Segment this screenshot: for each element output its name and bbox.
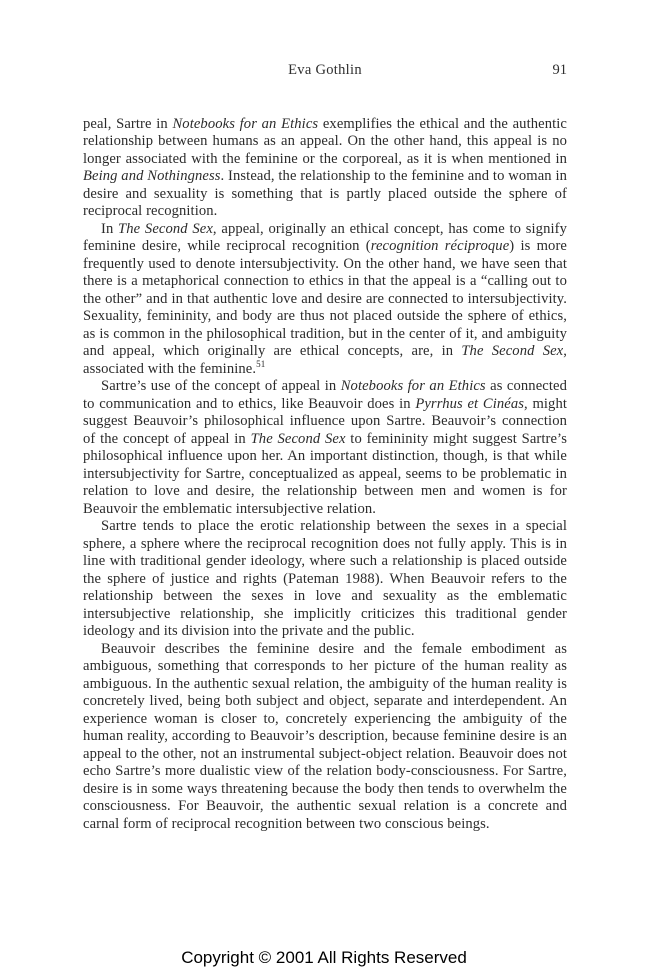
- text-run: exemplifies the ethical and the authentic relationship between humans as an appeal. On the other hand, this appeal is no longer associated with the feminine or the corporeal, as it is when mentioned in: [83, 115, 567, 167]
- running-title: Eva Gothlin: [288, 62, 362, 78]
- text-run: , might suggest Beauvoir’s philosophical influence upon Sartre. Beauvoir’s connection of the concept of appeal in: [83, 395, 567, 447]
- italic-title: Notebooks for an Ethics: [172, 115, 319, 132]
- footnote-reference: 51: [256, 358, 266, 369]
- page-number: 91: [552, 62, 567, 78]
- text-run: In: [101, 220, 119, 237]
- italic-title: The Second Sex: [461, 343, 564, 359]
- italic-title: The Second Sex: [250, 430, 346, 447]
- text-run: . Instead, the relationship to the feminine and to woman in desire and sexuality is something that is partly placed outside the sphere of reciprocal recognition.: [83, 168, 567, 219]
- copyright-notice: Copyright © 2001 All Rights Reserved: [181, 948, 467, 967]
- italic-title: recognition réciproque: [370, 238, 510, 254]
- italic-title: The Second Sex: [118, 220, 213, 237]
- italic-title: Notebooks for an Ethics: [340, 378, 486, 394]
- italic-title: Pyrrhus et Cinéas: [415, 395, 525, 412]
- text-run: to femininity might suggest Sartre’s philosophical influence upon her. An important distinction, though, is that while intersubjectivity for Sartre, conceptualized as appeal, seems to be problematic in relation to love and desire, the relationship between men and women is for Beauvoir the emblematic intersubjective relation.: [83, 430, 567, 517]
- text-run: Sartre’s use of the concept of appeal in: [101, 378, 341, 394]
- text-run: peal, Sartre in: [83, 115, 173, 132]
- text-run: , associated with the feminine.: [83, 343, 568, 377]
- text-run: ) is more frequently used to denote intersubjectivity. On the other hand, we have seen that there is a metaphorical connection to ethics in that the appeal is a “calling out to the other” and in that authentic love and desire are connected to intersubjectivity. Sexuality, femininity, and body are thus not placed outside the sphere of ethics, as is common in the philosophical tradition, but in the center of it, and ambiguity and appeal, which originally are ethical concepts, are, in: [83, 238, 567, 359]
- running-head: [83, 62, 567, 79]
- paragraph: [83, 641, 567, 834]
- paragraph: [83, 518, 567, 641]
- paragraph: [83, 378, 567, 518]
- paragraph: [83, 221, 567, 379]
- paragraph: [83, 116, 567, 221]
- text-run: as connected to communication and to ethics, like Beauvoir does in: [83, 378, 567, 412]
- text-run: , appeal, originally an ethical concept, has come to signify feminine desire, while reciprocal recognition (: [83, 220, 567, 254]
- text-run: Sartre tends to place the erotic relationship between the sexes in a special sphere, a sphere where the reciprocal recognition does not fully apply. This is in line with traditional gender ideology, where such a relationship is placed outside the sphere of justice and rights (Pateman 1988). When Beauvoir refers to the relationship between the sexes in love and sexuality as the emblematic intersubjective relationship, she implicitly criticizes this traditional gender ideology and its division into the private and the public.: [83, 518, 567, 639]
- italic-title: Being and Nothingness: [83, 168, 221, 184]
- text-column: [83, 116, 567, 834]
- text-run: Beauvoir describes the feminine desire and the female embodiment as ambiguous, something that corresponds to her picture of the human reality as ambiguous. In the authentic sexual relation, the ambiguity of the human reality is concretely lived, being both subject and object, separate and interdependent. An experience woman is closer to, concretely experiencing the ambiguity of the human reality, according to Beauvoir’s description, because feminine desire is an appeal to the other, not an instrumental subject-object relation. Beauvoir does not echo Sartre’s more dualistic view of the relation body-consciousness. For Sartre, desire is in some ways threatening because the body then tends to overwhelm the consciousness. For Beauvoir, the authentic sexual relation is a concrete and carnal form of reciprocal recognition between two conscious beings.: [83, 640, 567, 832]
